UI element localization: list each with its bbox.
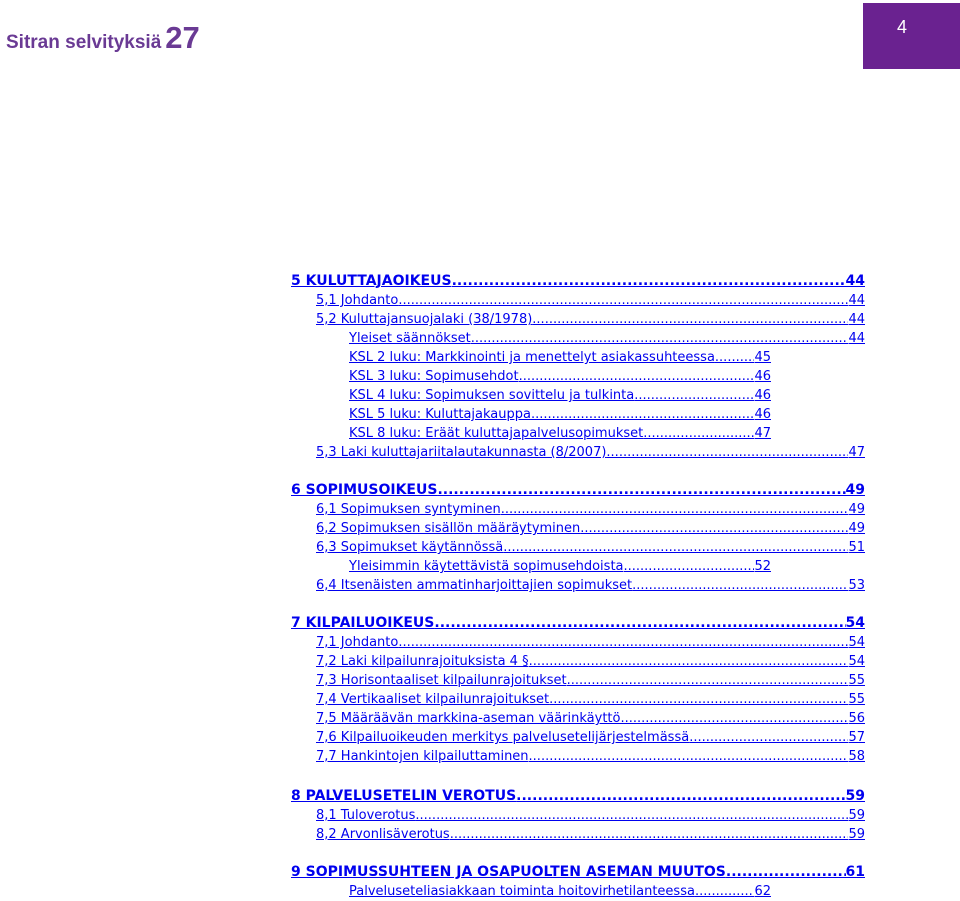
- toc-page: 61: [845, 864, 865, 880]
- toc-link[interactable]: [316, 652, 865, 671]
- toc-label: 9 SOPIMUSSUHTEEN JA OSAPUOLTEN ASEMAN MUUTOS: [291, 864, 726, 880]
- toc-label: 8,1 Tuloverotus: [316, 808, 416, 823]
- toc-link[interactable]: [316, 519, 865, 538]
- toc-label: 7,4 Vertikaaliset kilpailunrajoitukset: [316, 692, 550, 707]
- toc-page: 58: [848, 749, 865, 764]
- toc-link[interactable]: [316, 633, 865, 652]
- toc-label: KSL 2 luku: Markkinointi ja menettelyt asiakassuhteessa: [349, 350, 715, 365]
- toc-page: 44: [848, 331, 865, 346]
- toc-label: Yleisimmin käytettävistä sopimusehdoista: [349, 559, 624, 574]
- toc-page: 49: [848, 521, 865, 536]
- toc-label: 7 KILPAILUOIKEUS: [291, 615, 435, 631]
- toc-page: 49: [848, 502, 865, 517]
- toc-label: 6,2 Sopimuksen sisällön määräytyminen: [316, 521, 581, 536]
- toc-link[interactable]: [316, 500, 865, 519]
- toc-link[interactable]: [291, 863, 865, 882]
- toc-page: 44: [848, 312, 865, 327]
- toc-link[interactable]: [291, 481, 865, 500]
- toc-page: 62: [754, 884, 771, 899]
- toc-link[interactable]: [316, 806, 865, 825]
- toc-link[interactable]: [316, 443, 865, 462]
- toc-label: KSL 3 luku: Sopimusehdot: [349, 369, 519, 384]
- toc-label: Yleiset säännökset: [349, 331, 471, 346]
- toc-label: 7,1 Johdanto: [316, 635, 399, 650]
- toc-label: 5,3 Laki kuluttajariitalautakunnasta (8/2007): [316, 445, 607, 460]
- toc-label: 8 PALVELUSETELIN VEROTUS: [291, 788, 517, 804]
- toc-page: 54: [845, 615, 865, 631]
- toc-page: 57: [848, 730, 865, 745]
- toc-label: 7,5 Määräävän markkina-aseman väärinkäyttö: [316, 711, 621, 726]
- toc-page: 55: [848, 673, 865, 688]
- toc-page: 46: [754, 369, 771, 384]
- toc-label: 6 SOPIMUSOIKEUS: [291, 482, 438, 498]
- toc-page: 55: [848, 692, 865, 707]
- toc-link[interactable]: [291, 787, 865, 806]
- toc-label: 6,1 Sopimuksen syntyminen: [316, 502, 501, 517]
- page-number: 4: [897, 17, 908, 37]
- toc-link[interactable]: [349, 348, 771, 367]
- toc-label: KSL 5 luku: Kuluttajakauppa: [349, 407, 531, 422]
- toc-page: 47: [848, 445, 865, 460]
- toc-page: 46: [754, 388, 771, 403]
- toc-page: 49: [845, 482, 865, 498]
- toc-label: 7,3 Horisontaaliset kilpailunrajoitukset: [316, 673, 567, 688]
- series-name: Sitran selvityksiä: [6, 32, 162, 53]
- toc-page: 53: [848, 578, 865, 593]
- toc-label: 7,6 Kilpailuoikeuden merkitys palvelusetelijärjestelmässä: [316, 730, 690, 745]
- toc-label: 6,4 Itsenäisten ammatinharjoittajien sopimukset: [316, 578, 633, 593]
- toc-label: KSL 4 luku: Sopimuksen sovittelu ja tulkinta: [349, 388, 635, 403]
- toc-page: 52: [754, 559, 771, 574]
- toc-link[interactable]: [316, 747, 865, 766]
- toc-link[interactable]: [316, 310, 865, 329]
- toc-link[interactable]: [349, 329, 865, 348]
- toc-page: 54: [848, 635, 865, 650]
- toc-page: 47: [754, 426, 771, 441]
- toc-link[interactable]: [316, 576, 865, 595]
- series-number: 27: [165, 20, 200, 55]
- toc-label: 5 KULUTTAJAOIKEUS: [291, 273, 452, 289]
- toc-page: 51: [848, 540, 865, 555]
- toc-link[interactable]: [349, 386, 771, 405]
- toc-link[interactable]: [316, 825, 865, 844]
- toc-label: KSL 8 luku: Eräät kuluttajapalvelusopimukset: [349, 426, 644, 441]
- toc-page: 46: [754, 407, 771, 422]
- toc-link[interactable]: [349, 405, 771, 424]
- toc-link[interactable]: [316, 709, 865, 728]
- toc-label: 7,2 Laki kilpailunrajoituksista 4 §: [316, 654, 529, 669]
- toc-link[interactable]: [316, 538, 865, 557]
- toc-link[interactable]: [349, 424, 771, 443]
- toc-label: Palveluseteliasiakkaan toiminta hoitovirhetilanteessa: [349, 884, 695, 899]
- toc-link[interactable]: [316, 671, 865, 690]
- toc-link[interactable]: [316, 291, 865, 310]
- toc-page: 59: [845, 788, 865, 804]
- toc-page: 45: [754, 350, 771, 365]
- toc-label: 6,3 Sopimukset käytännössä: [316, 540, 504, 555]
- toc-page: 59: [848, 808, 865, 823]
- toc-link[interactable]: [349, 882, 771, 901]
- toc-link[interactable]: [316, 728, 865, 747]
- toc-label: 8,2 Arvonlisäverotus: [316, 827, 450, 842]
- toc-label: 7,7 Hankintojen kilpailuttaminen: [316, 749, 529, 764]
- toc-page: 44: [845, 273, 865, 289]
- toc-label: 5,1 Johdanto: [316, 293, 399, 308]
- toc-link[interactable]: [291, 614, 865, 633]
- toc-page: 44: [848, 293, 865, 308]
- toc-page: 54: [848, 654, 865, 669]
- toc-link[interactable]: [291, 272, 865, 291]
- toc-page: 59: [848, 827, 865, 842]
- toc-page: 56: [848, 711, 865, 726]
- toc-link[interactable]: [349, 557, 771, 576]
- toc-link[interactable]: [316, 690, 865, 709]
- toc-label: 5,2 Kuluttajansuojalaki (38/1978): [316, 312, 533, 327]
- toc-link[interactable]: [349, 367, 771, 386]
